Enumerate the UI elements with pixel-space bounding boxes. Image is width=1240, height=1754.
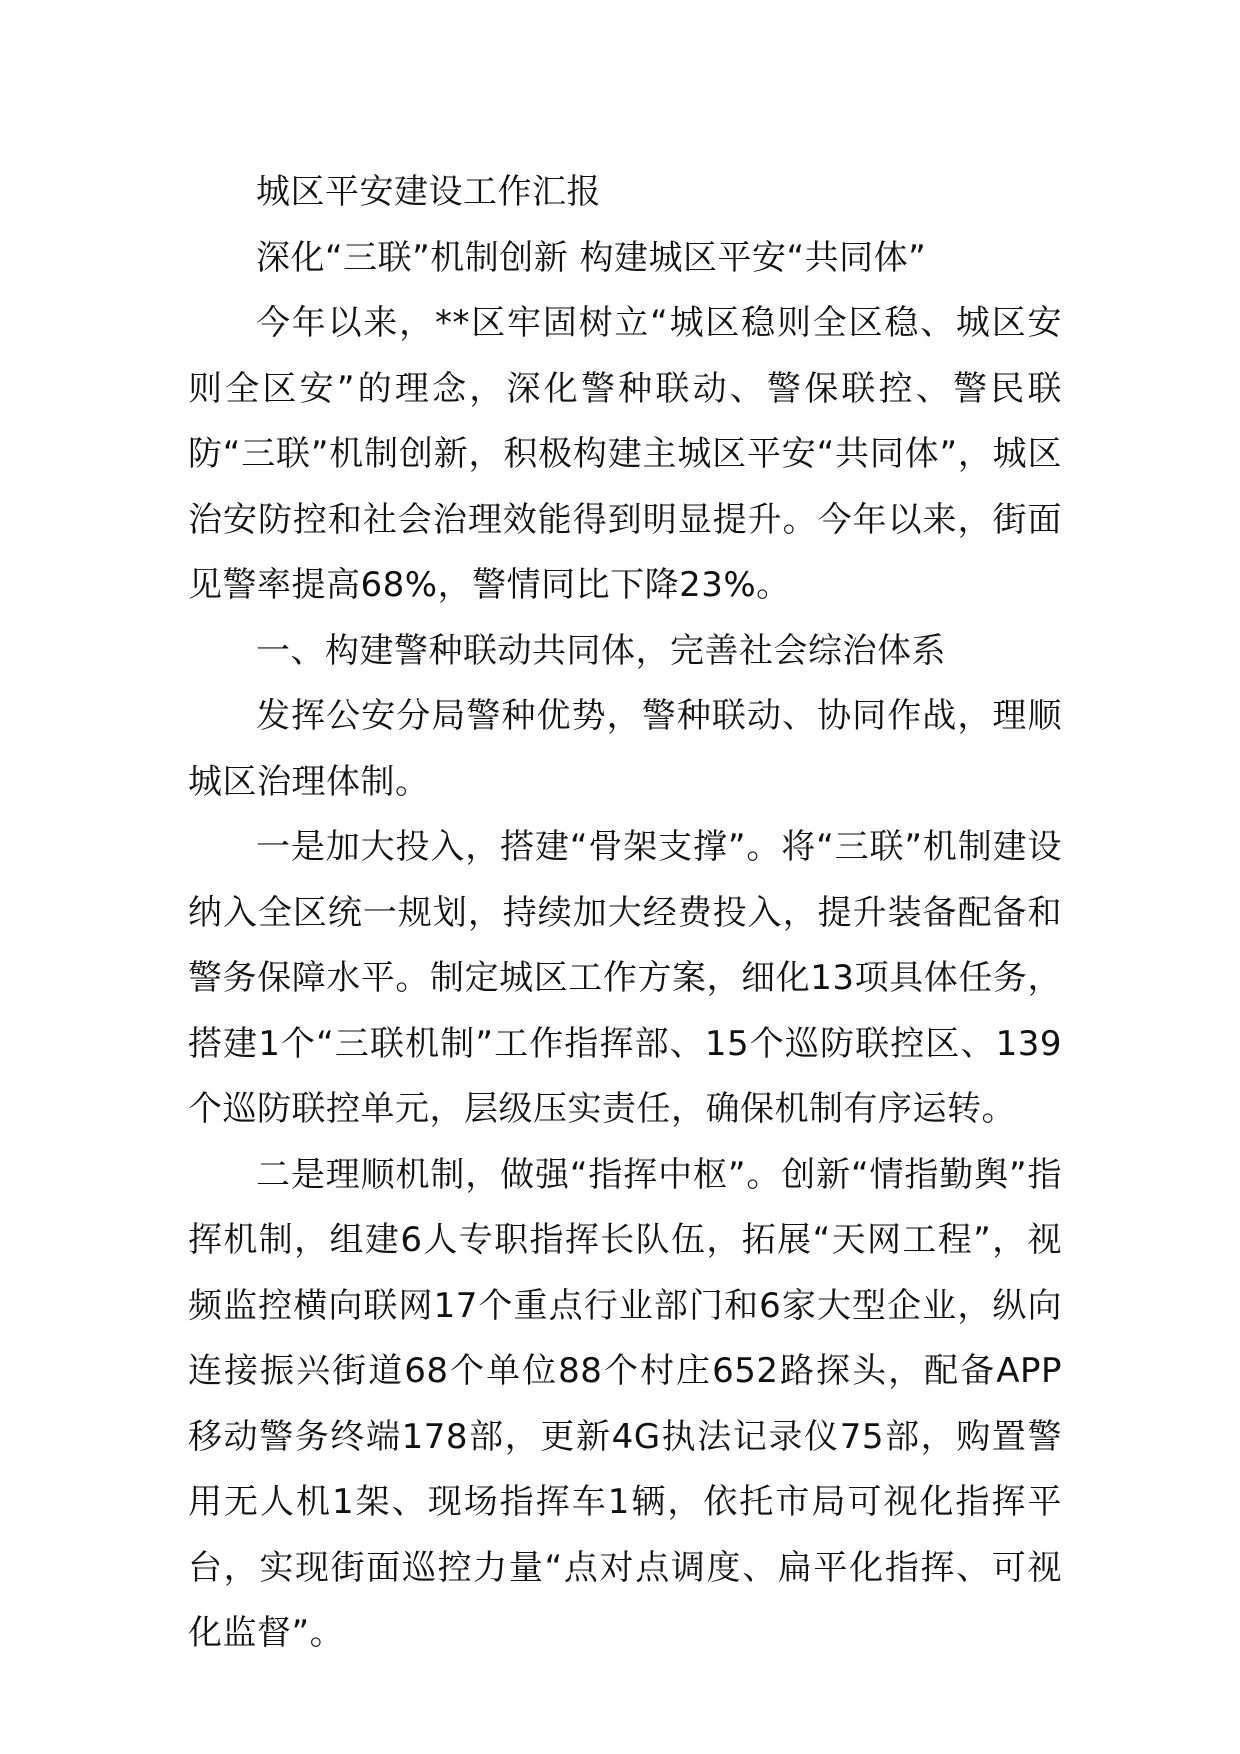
document-title: 城区平安建设工作汇报 (256, 172, 601, 212)
paragraph-section-1-lead: 发挥公安分局警种优势，警种联动、协同作战，理顺城区治理体制。 (188, 696, 1062, 802)
document-body (188, 160, 1062, 1667)
paragraph-intro: 今年以来，**区牢固树立“城区稳则全区稳、城区安则全区安”的理念，深化警种联动、警保联控、警民联防“三联”机制创新，积极构建主城区平安“共同体”，城区治安防控和社会治理效能得到明显提升。今年以来，街面见警率提高68%，警情同比下降23%。 (188, 303, 1062, 605)
document-subtitle: 深化“三联”机制创新 构建城区平安“共同体” (256, 237, 927, 278)
paragraph-point-1: 一是加大投入，搭建“骨架支撑”。将“三联”机制建设纳入全区统一规划，持续加大经费投入，提升装备配备和警务保障水平。制定城区工作方案，细化13项具体任务，搭建1个“三联机制”工作指挥部、15个巡防联控区、139个巡防联控单元，层级压实责任，确保机制有序运转。 (188, 827, 1062, 1129)
paragraph-point-2: 二是理顺机制，做强“指挥中枢”。创新“情指勤舆”指挥机制，组建6人专职指挥长队伍，拓展“天网工程”，视频监控横向联网17个重点行业部门和6家大型企业，纵向连接振兴街道68个单位88个村庄652路探头，配备APP移动警务终端178部，更新4G执法记录仪75部，购置警用无人机1架、现场指挥车1辆，依托市局可视化指挥平台，实现街面巡控力量“点对点调度、扁平化指挥、可视化监督”。 (188, 1154, 1062, 1653)
section-heading-1: 一、构建警种联动共同体，完善社会综治体系 (256, 630, 946, 671)
